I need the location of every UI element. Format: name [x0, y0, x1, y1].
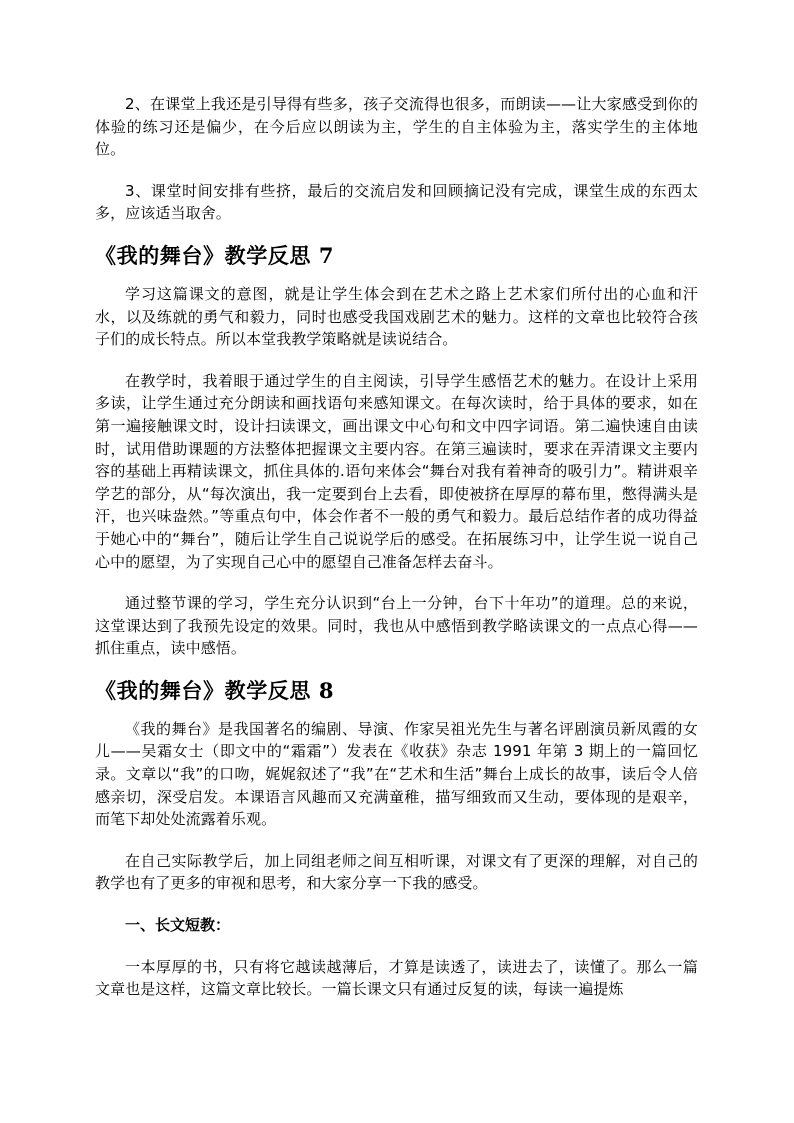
- paragraph-reflection-2: 2、在课堂上我还是引导得有些多，孩子交流得也很多，而朗读——让大家感受到你的体验的练习还是偏少，在今后应以朗读为主，学生的自主体验为主，落实学生的主体地位。: [95, 95, 698, 159]
- section-heading-7: 《我的舞台》教学反思 7: [95, 242, 335, 268]
- section-heading-8: 《我的舞台》教学反思 8: [95, 677, 335, 703]
- paragraph-reflection-3: 3、课堂时间安排有些挤，最后的交流启发和回顾摘记没有完成，课堂生成的东西太多，应该适当取舍。: [95, 181, 698, 223]
- document-page: [95, 93, 698, 1001]
- paragraph-s8-intro: 《我的舞台》是我国著名的编剧、导演、作家吴祖光先生与著名评剧演员新凤霞的女儿——吴霜女士（即文中的“霜霜”）发表在《收获》杂志 1991 年第 3 期上的一篇回忆录。文章以“我”的口吻，娓娓叙述了“我”在“艺术和生活”舞台上成长的故事，读后令人倍感亲切，深受启发。本课语言风趣而又充满童稚，描写细致而又生动，要体现的是艰辛，而笔下却处处流露着乐观。: [95, 719, 698, 829]
- subheading-long-text: 一、长文短教：: [125, 916, 231, 935]
- paragraph-s8-long-text: 一本厚厚的书，只有将它越读越薄后，才算是读透了，读进去了，读懂了。那么一篇文章也是这样，这篇文章比较长。一篇长课文只有通过反复的读，每读一遍提炼: [95, 957, 698, 999]
- paragraph-s7-teaching: 在教学时，我着眼于通过学生的自主阅读，引导学生感悟艺术的魅力。在设计上采用多读，让学生通过充分朗读和画找语句来感知课文。在每次读时，给于具体的要求，如在第一遍接触课文时，设计扫读课文，画出课文中心句和文中四字词语。第二遍快速自由读时，试用借助课题的方法整体把握课文主要内容。在第三遍读时，要求在弄清课文主要内容的基础上再精读课文，抓住具体的.语句来体会“舞台对我有着神奇的吸引力”。精讲艰辛学艺的部分，从“每次演出，我一定要到台上去看，即使被挤在厚厚的幕布里，憋得满头是汗，也兴味盎然。”等重点句中，体会作者不一般的勇气和毅力。最后总结作者的成功得益于她心中的“舞台”，随后让学生自己说说学后的感受。在拓展练习中，让学生说一说自己心中的愿望，为了实现自己心中的愿望自己准备怎样去奋斗。: [95, 371, 698, 571]
- paragraph-s7-summary: 通过整节课的学习，学生充分认识到“台上一分钟，台下十年功”的道理。总的来说，这堂课达到了我预先设定的效果。同时，我也从中感悟到教学略读课文的一点点心得——抓住重点，读中感悟。: [95, 594, 698, 658]
- paragraph-s7-intro: 学习这篇课文的意图，就是让学生体会到在艺术之路上艺术家们所付出的心血和汗水，以及练就的勇气和毅力，同时也感受我国戏剧艺术的魅力。这样的文章也比较符合孩子们的成长特点。所以本堂我教学策略就是读说结合。: [95, 284, 698, 349]
- paragraph-s8-share: 在自己实际教学后，加上同组老师之间互相听课，对课文有了更深的理解，对自己的教学也有了更多的审视和思考，和大家分享一下我的感受。: [95, 851, 698, 893]
